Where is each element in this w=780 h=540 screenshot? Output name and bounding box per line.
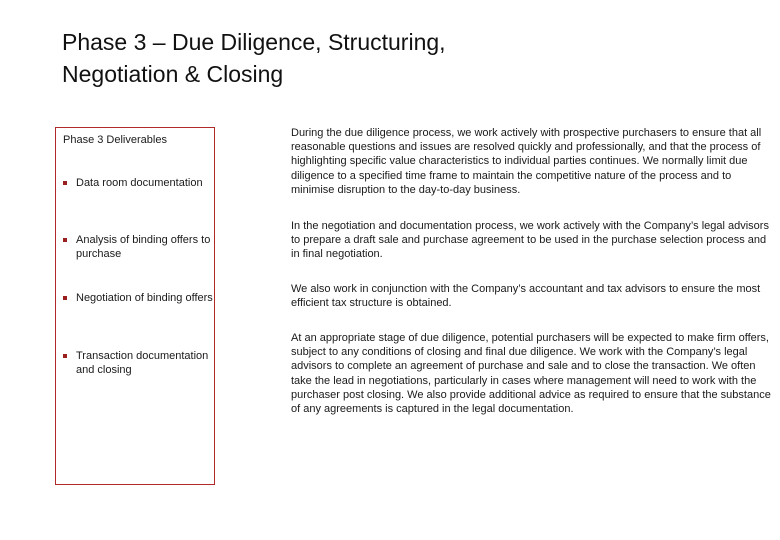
deliverable-label: Analysis of binding offers to purchase [76,234,211,260]
deliverable-label: Data room documentation [76,177,203,189]
paragraph-closing: At an appropriate stage of due diligence, potential purchasers will be expected to make firm offers, subject to any conditions of closing and final due diligence. We work with the Company’s legal advisors to complete an agreement of purchase and sale and to close the transaction. We often take the lead in negotiations, particularly in cases where management will need to work with the purchaser post closing. We also provide additional advice as required to ensure that the substance of any agreements is captured in the legal documentation. [291,332,771,416]
deliverable-label: Transaction documentation and closing [76,350,209,376]
bullet-icon [63,238,67,242]
paragraph-tax-structure: We also work in conjunction with the Company’s accountant and tax advisors to ensure the most efficient tax structure is obtained. [291,283,761,310]
deliverable-item [63,291,213,305]
deliverable-item [63,176,213,190]
page-title-line-1: Phase 3 – Due Diligence, Structuring, [62,29,446,55]
paragraph-negotiation: In the negotiation and documentation process, we work actively with the Company’s legal advisors to prepare a draft sale and purchase agreement to be used in the purchase selection process and in final negotiation. [291,220,769,261]
deliverable-item [63,349,213,377]
bullet-icon [63,354,67,358]
page-title [62,26,742,90]
deliverables-heading: Phase 3 Deliverables [63,134,167,146]
deliverable-item [63,233,213,261]
page-title-line-2: Negotiation & Closing [62,61,284,87]
deliverables-panel [55,127,215,485]
deliverable-label: Negotiation of binding offers [76,292,213,304]
bullet-icon [63,181,67,185]
paragraph-due-diligence: During the due diligence process, we work actively with prospective purchasers to ensure that all reasonable questions and issues are resolved quickly and professionally, and that the process of highlighting specific value characteristics to individual parties continues. We normally limit due diligence to a specified time frame to maintain the competitive nature of the process and to minimise disruption to the day-to-day business. [291,127,762,196]
bullet-icon [63,296,67,300]
